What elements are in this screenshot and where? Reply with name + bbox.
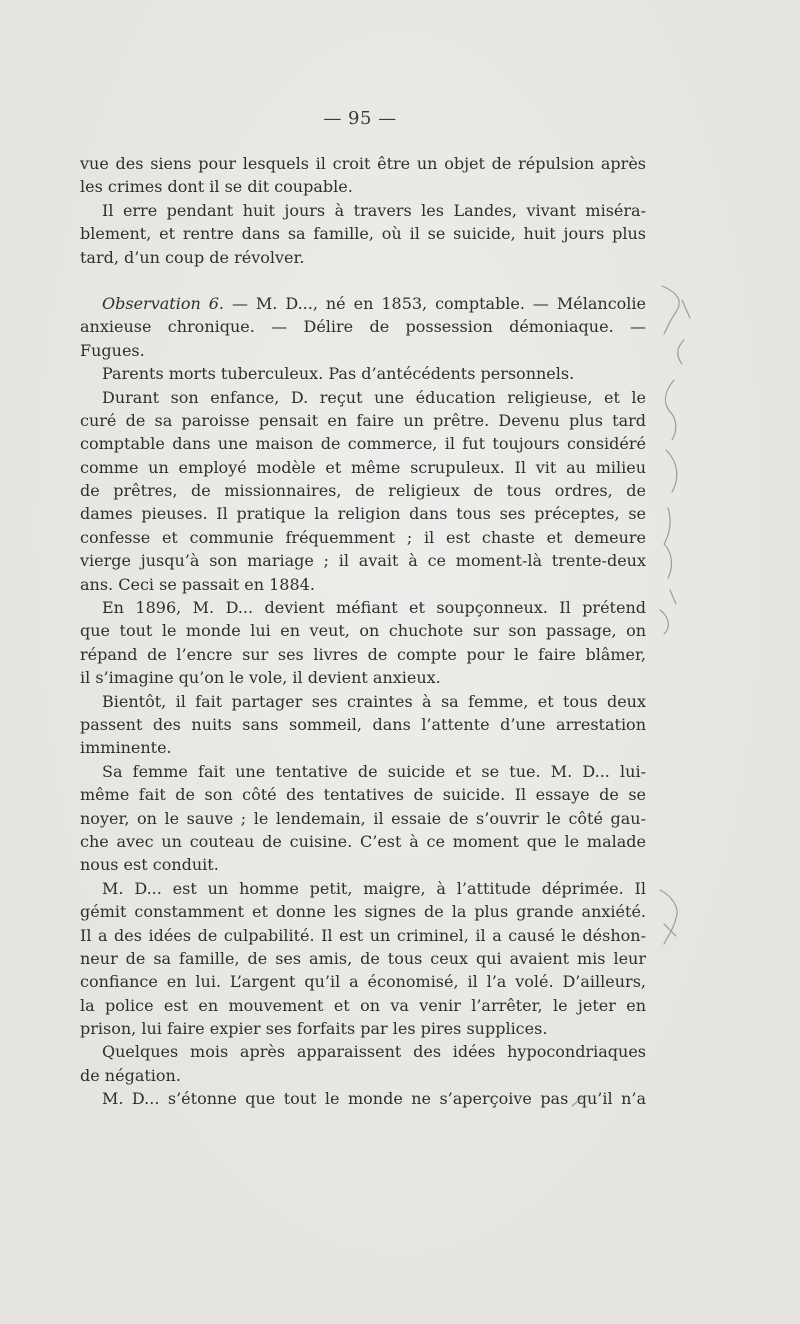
text-line: Bientôt, il fait partager ses craintes à sa femme, et tous deux — [102, 691, 646, 711]
text-line: neur de sa famille, de ses amis, de tous ceux qui avaient mis leur — [80, 948, 646, 968]
text-line: que tout le monde lui en veut, on chuchote sur son passage, on — [80, 621, 646, 641]
text-line: imminente. — [80, 738, 172, 758]
text-line: Sa femme fait une tentative de suicide et se tue. M. D... lui- — [102, 761, 646, 781]
text-line: de prêtres, de missionnaires, de religieux de tous ordres, de — [80, 481, 646, 501]
text-line: répand de l’encre sur ses livres de compte pour le faire blâmer, — [80, 644, 646, 664]
text-line: anxieuse chronique. — Délire de possession démoniaque. — — [80, 317, 646, 337]
text-line: Quelques mois après apparaissent des idées hypocondriaques — [102, 1042, 646, 1062]
text-line: En 1896, M. D... devient méfiant et soupçonneux. Il prétend — [102, 598, 646, 618]
text-line: M. D... s’étonne que tout le monde ne s’aperçoive pas qu’il n’a — [102, 1089, 646, 1109]
text-line: noyer, on le sauve ; le lendemain, il essaie de s’ouvrir le côté gau- — [80, 808, 646, 828]
pencil-bracket-mark — [662, 286, 679, 334]
text-line: Il a des idées de culpabilité. Il est un criminel, il a causé le déshon- — [80, 925, 646, 945]
text-line: passent des nuits sans sommeil, dans l’attente d’une arrestation — [80, 714, 646, 734]
text-line: comptable dans une maison de commerce, il fut toujours considéré — [80, 434, 646, 454]
text-line: de négation. — [80, 1065, 181, 1085]
text-line: Il erre pendant huit jours à travers les Landes, vivant miséra- — [102, 200, 646, 220]
text-line: il s’imagine qu’on le vole, il devient anxieux. — [80, 668, 441, 688]
text-line: dames pieuses. Il pratique la religion dans tous ses préceptes, se — [80, 504, 646, 524]
text-line: même fait de son côté des tentatives de suicide. Il essaye de se — [80, 785, 646, 805]
pencil-bracket-mark — [666, 450, 677, 492]
pencil-bracket-mark — [664, 508, 671, 578]
text-line: la police est en mouvement et on va venir l’arrêter, le jeter en — [80, 995, 646, 1015]
observation-label: Observation 6. — [102, 293, 224, 313]
text-line: blement, et rentre dans sa famille, où il se suicide, huit jours plus — [80, 224, 646, 244]
text-line: nous est conduit. — [80, 855, 219, 875]
text-line: vue des siens pour lesquels il croit être un objet de répulsion après — [80, 154, 646, 173]
page-number: — 95 — — [323, 108, 397, 129]
text-line: confesse et communie fréquemment ; il est chaste et demeure — [80, 527, 646, 547]
text-line: les crimes dont il se dit coupable. — [80, 177, 353, 197]
text-line: prison, lui faire expier ses forfaits par les pires supplices. — [80, 1019, 548, 1039]
text-line: ans. Ceci se passait en 1884. — [80, 574, 315, 594]
pencil-bracket-mark — [664, 924, 676, 936]
pencil-bracket-mark — [678, 300, 690, 364]
text-line: comme un employé modèle et même scrupuleux. Il vit au milieu — [80, 457, 646, 477]
observation-heading — [80, 292, 646, 315]
pencil-bracket-mark — [660, 590, 676, 634]
text-line: Durant son enfance, D. reçut une éducation religieuse, et le — [102, 387, 646, 407]
text-line: che avec un couteau de cuisine. C’est à ce moment que le malade — [80, 831, 646, 851]
pencil-bracket-mark — [665, 380, 675, 440]
observation-summary: — M. D..., né en 1853, comptable. — Mélancolie — [223, 293, 646, 313]
body-text — [80, 152, 646, 1111]
text-line: M. D... est un homme petit, maigre, à l’attitude déprimée. Il — [102, 878, 646, 898]
text-line: tard, d’un coup de révolver. — [80, 247, 305, 267]
text-line: gémit constamment et donne les signes de la plus grande anxiété. — [80, 902, 646, 922]
pencil-bracket-mark — [660, 890, 677, 944]
text-line: curé de sa paroisse pensait en faire un prêtre. Devenu plus tard — [80, 410, 646, 430]
text-line: confiance en lui. L’argent qu’il a économisé, il l’a volé. D’ailleurs, — [80, 972, 646, 992]
text-line: Fugues. — [80, 340, 145, 360]
text-line: Parents morts tuberculeux. Pas d’antécédents personnels. — [102, 364, 575, 384]
text-line: vierge jusqu’à son mariage ; il avait à ce moment-là trente-deux — [80, 551, 646, 571]
